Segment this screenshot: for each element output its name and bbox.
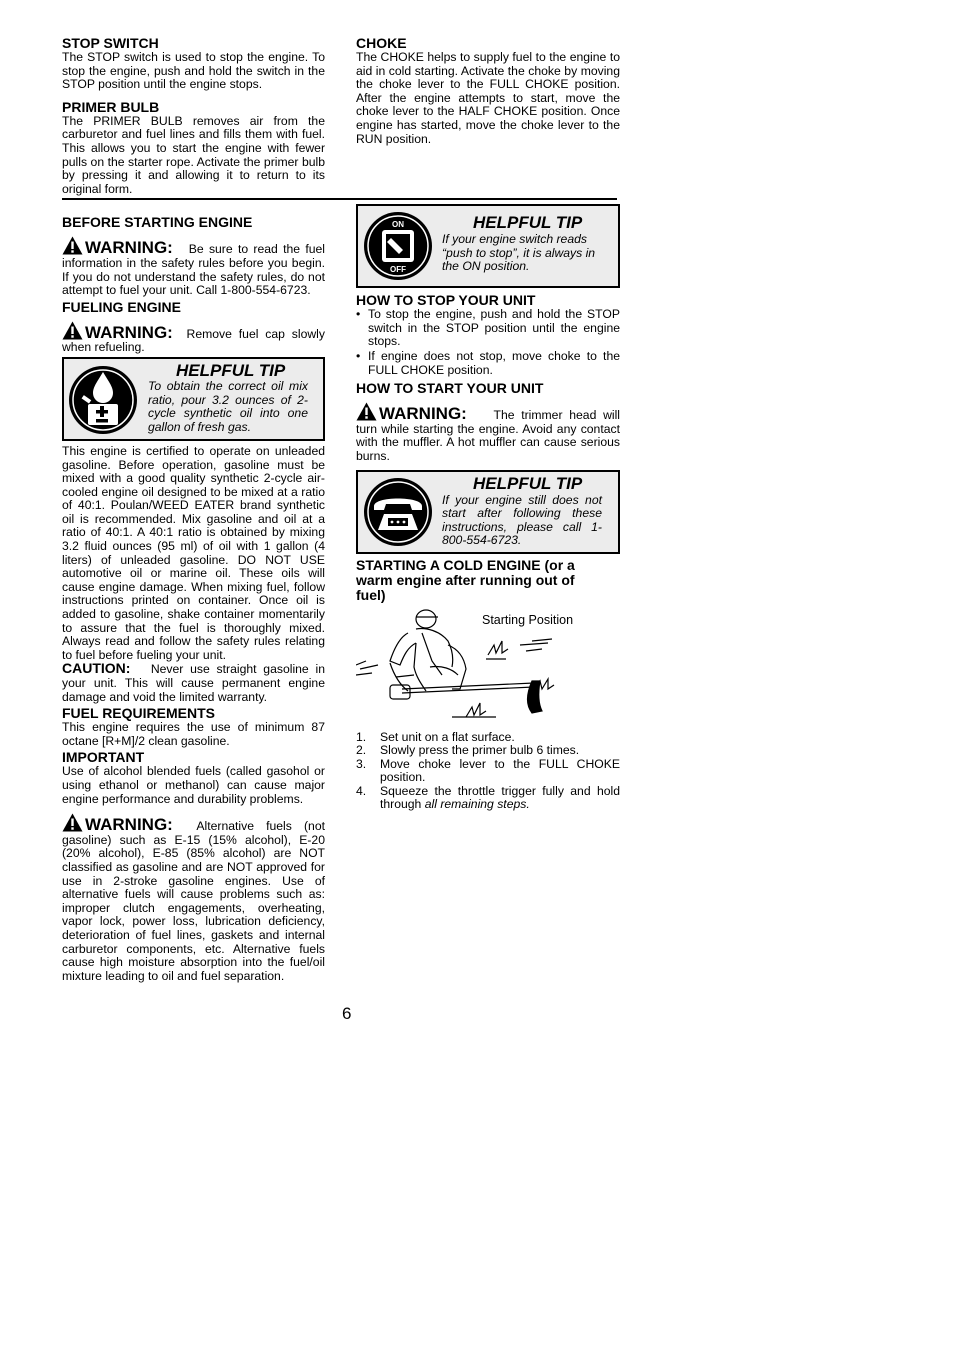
helpful-tip-call xyxy=(356,470,620,554)
cold-start-heading: STARTING A COLD ENGINE (or a warm engine after running out of fuel) xyxy=(356,556,575,603)
helpful-tip-switch xyxy=(356,204,620,288)
caution-label: CAUTION: xyxy=(62,660,131,677)
warning-label: WARNING: xyxy=(85,238,173,258)
important-text: Use of alcohol blended fuels (called gasohol or using ethanol or methanol) can cause major engine performance and durability problems. xyxy=(62,764,325,806)
list-item: • To stop the engine, push and hold the STOP switch in the STOP position until the engine stops. xyxy=(356,308,620,349)
step-text: Slowly press the primer bulb 6 times. xyxy=(380,743,580,758)
fuel-requirements-heading: FUEL REQUIREMENTS xyxy=(62,705,215,722)
list-item xyxy=(356,731,620,745)
warning-icon xyxy=(356,402,377,421)
fueling-engine-heading: FUELING ENGINE xyxy=(62,298,182,315)
warning-label: WARNING: xyxy=(85,815,173,835)
on-off-switch-icon xyxy=(362,210,434,282)
list-item xyxy=(356,758,620,785)
step-number: 3. xyxy=(356,756,367,771)
warning-text: Remove fuel cap slowly when refueling. xyxy=(62,326,325,355)
warning-label: WARNING: xyxy=(379,404,467,424)
step-number: 4. xyxy=(356,783,367,798)
tip-text: If your engine switch reads “push to stop”, it is always in the ON position. xyxy=(442,232,596,274)
fuel-requirements-text: This engine requires the use of minimum 87 octane [R+M]/2 clean gasoline. xyxy=(62,720,325,748)
telephone-icon xyxy=(362,476,434,548)
starting-position-figure xyxy=(356,605,620,723)
step-text: Squeeze the throttle trigger fully and hold through xyxy=(380,783,620,812)
list-item xyxy=(356,744,620,758)
icon-on-label: ON xyxy=(392,220,404,230)
cold-start-steps xyxy=(356,731,620,813)
tip-text: To obtain the correct oil mix ratio, pour 3.2 ounces of 2-cycle synthetic oil into one gallon of fresh gas. xyxy=(148,378,308,434)
start-warning xyxy=(356,402,620,463)
alt-fuel-warning xyxy=(62,813,325,983)
page-number: 6 xyxy=(342,1004,352,1023)
warning-icon xyxy=(62,321,83,340)
left-column xyxy=(62,36,325,983)
how-to-stop-list xyxy=(356,308,620,377)
primer-bulb-text: The PRIMER BULB removes air from the carburetor and fuel lines and fills them with fuel. This allows you to start the engine with fewer pulls on the starter rope. Activate the primer bulb by pressing it and allowing it to return to its original form. xyxy=(62,113,325,196)
warning-icon xyxy=(62,236,83,255)
stop-switch-text: The STOP switch is used to stop the engine. To stop the engine, push and hold the switch in the STOP position until the engine stops. xyxy=(62,50,325,92)
step-text: Move choke lever to the FULL CHOKE position. xyxy=(380,756,620,785)
fuel-can-icon xyxy=(67,364,139,436)
before-starting-warning xyxy=(62,236,325,297)
stop-switch-heading: STOP SWITCH xyxy=(62,35,159,51)
helpful-tip-oil xyxy=(62,357,325,441)
tip-title: HELPFUL TIP xyxy=(473,473,583,493)
choke-text: The CHOKE helps to supply fuel to the engine to aid in cold starting. Activate the choke by moving the choke lever to the FULL CHOKE position. After the engine attempts to start, move the choke lever to the HALF CHOKE position. Once engine has started, move the choke lever to the RUN position. xyxy=(356,50,620,146)
warning-text: Be sure to read the fuel information in the safety rules before you begin. If you do not understand the safety rules, do not attempt to fuel your unit. Call 1-800-554-6723. xyxy=(62,242,325,298)
choke-heading: CHOKE xyxy=(356,35,407,51)
before-starting-heading: BEFORE STARTING ENGINE xyxy=(62,214,253,231)
list-item: • If engine does not stop, move choke to the FULL CHOKE position. xyxy=(356,350,620,377)
warning-text: Alternative fuels (not gasoline) such as E-15 (15% alcohol), E-20 (20% alcohol), E-85 (85% alcohol) are NOT classified as gasoline and are NOT approved for use in 2-stroke gasoline engines. Use of alternative fuels will cause problems such as: improper clutch engagements, overheating, vapor lock, power loss, lubrication deficiency, deterioration of fuel lines, gaskets and internal carburetor components, etc. Alternative fuels cause high moisture absorption into the fuel/oil mixture leading to oil and fuel separation. xyxy=(62,819,325,983)
step-number: 1. xyxy=(356,729,367,744)
icon-off-label: OFF xyxy=(390,265,406,275)
caution-text: Never use straight gasoline in your unit. This will cause permanent engine damage and void the limited warranty. xyxy=(62,662,325,704)
list-item xyxy=(356,785,620,812)
how-to-start-heading: HOW TO START YOUR UNIT xyxy=(356,380,544,397)
important-heading: IMPORTANT xyxy=(62,749,145,766)
tip-title: HELPFUL TIP xyxy=(176,360,286,380)
step-text: Set unit on a flat surface. xyxy=(380,729,515,744)
caution xyxy=(62,662,325,704)
fueling-body: This engine is certified to operate on unleaded gasoline. Before operation, gasoline must be mixed with a good quality synthetic 2-cycle air-cooled engine oil designed to be mixed at a ratio of 40:1. Poulan/WEED EATER brand synthetic oil is recommended. Mix gasoline and oil at a ratio of 40:1. A 40:1 ratio is obtained by mixing 3.2 fluid ounces (95 ml) of oil with 1 gallon (4 liters) of unleaded gasoline. DO NOT USE automotive oil or marine oil. These oils will cause engine damage. When mixing fuel, follow instructions printed on container. Once oil is added to gasoline, shake container momentarily to assure that the fuel is thoroughly mixed. Always read and follow the safety rules relating to fuel before fueling your unit. xyxy=(62,443,325,662)
fueling-warning xyxy=(62,321,325,355)
warning-text: The trimmer head will turn while starting the engine. Avoid any contact with the muffler. A hot muffler can cause serious burns. xyxy=(356,408,620,463)
step-number: 2. xyxy=(356,743,367,758)
step-emphasis: all remaining steps. xyxy=(424,797,530,812)
tip-text: If your engine still does not start after following these instructions, please call 1-800-554-6723. xyxy=(442,492,602,548)
how-to-stop-heading: HOW TO STOP YOUR UNIT xyxy=(356,292,536,309)
primer-bulb-heading: PRIMER BULB xyxy=(62,98,160,115)
right-column xyxy=(356,36,620,812)
figure-caption: Starting Position xyxy=(482,612,574,627)
tip-title: HELPFUL TIP xyxy=(473,213,583,233)
warning-label: WARNING: xyxy=(85,322,173,342)
warning-icon xyxy=(62,813,83,832)
